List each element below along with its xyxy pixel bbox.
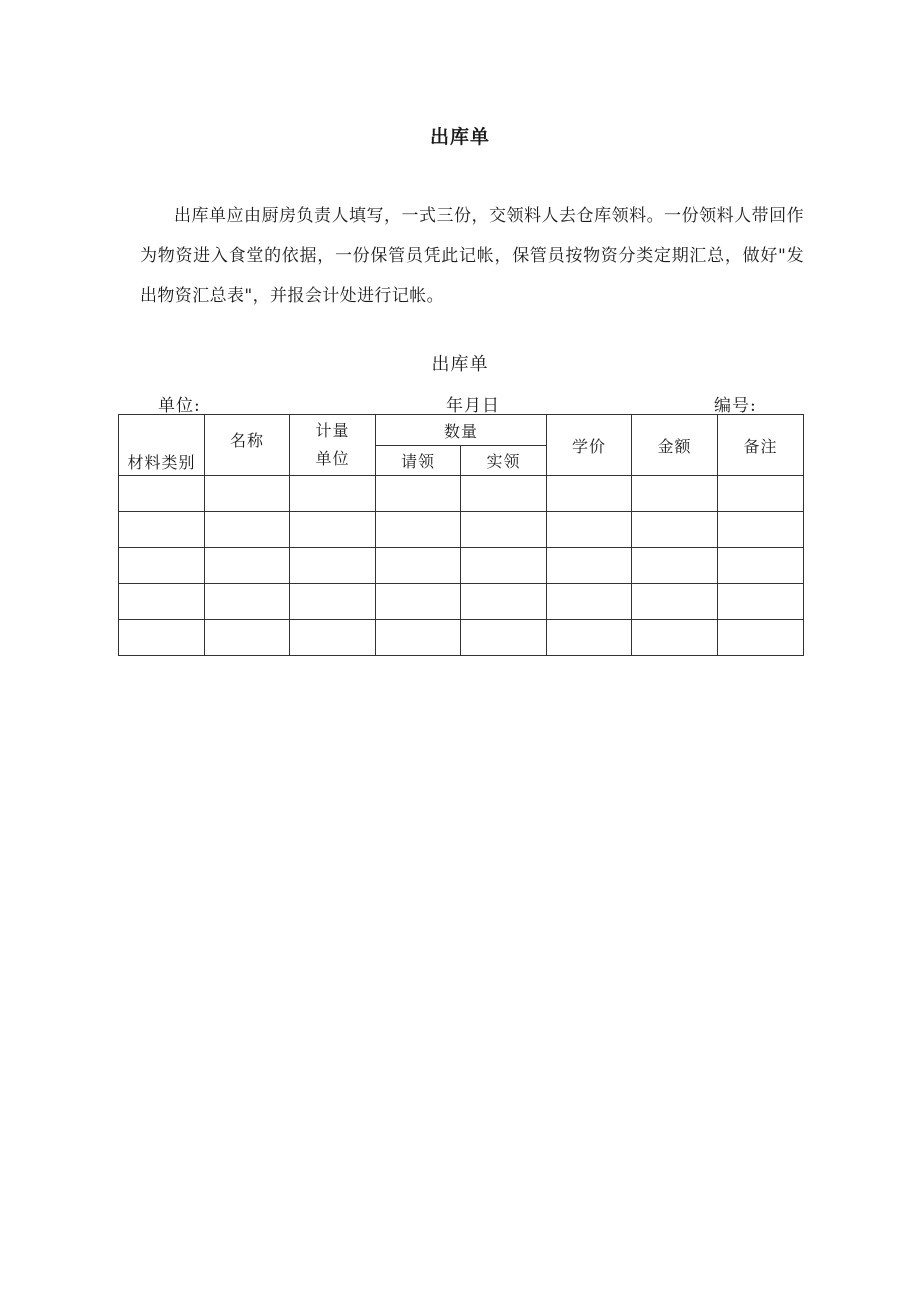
table-cell[interactable]	[376, 584, 461, 620]
table-cell[interactable]	[290, 620, 376, 656]
table-cell[interactable]	[461, 584, 547, 620]
table-row	[119, 620, 804, 656]
table-cell[interactable]	[718, 476, 804, 512]
table-cell[interactable]	[461, 512, 547, 548]
date-label: 年月日	[446, 396, 500, 416]
table-cell[interactable]	[205, 584, 290, 620]
outbound-form-table	[118, 414, 804, 656]
table-cell[interactable]	[461, 548, 547, 584]
header-measure-top: 计量	[315, 421, 350, 440]
table-cell[interactable]	[205, 476, 290, 512]
table-cell[interactable]	[119, 476, 205, 512]
table-cell[interactable]	[632, 476, 718, 512]
table-cell[interactable]	[718, 512, 804, 548]
page-title: 出库单	[429, 126, 490, 148]
table-cell[interactable]	[632, 584, 718, 620]
table-cell[interactable]	[205, 548, 290, 584]
table-cell[interactable]	[461, 620, 547, 656]
table-cell[interactable]	[119, 620, 205, 656]
header-quantity: 数量	[376, 415, 547, 446]
header-remarks: 备注	[718, 415, 804, 476]
table-cell[interactable]	[547, 476, 632, 512]
intro-paragraph: 出库单应由厨房负责人填写，一式三份，交领料人去仓库领料。一份领料人带回作为物资进入食堂的依据，一份保管员凭此记帐，保管员按物资分类定期汇总，做好"发出物资汇总表"，并报会计处进行记帐。	[140, 206, 804, 306]
form-title: 出库单	[431, 354, 489, 375]
table-cell[interactable]	[718, 620, 804, 656]
header-measure-bottom: 单位	[315, 449, 350, 468]
table-cell[interactable]	[376, 548, 461, 584]
table-cell[interactable]	[547, 512, 632, 548]
header-measure-unit	[290, 415, 376, 476]
header-row-1	[119, 415, 804, 446]
header-requested: 请领	[376, 446, 461, 476]
table-cell[interactable]	[376, 620, 461, 656]
table-cell[interactable]	[205, 620, 290, 656]
table-cell[interactable]	[461, 476, 547, 512]
table-cell[interactable]	[632, 512, 718, 548]
header-actual: 实领	[461, 446, 547, 476]
unit-label: 单位:	[158, 396, 201, 416]
header-amount: 金额	[632, 415, 718, 476]
table-row	[119, 512, 804, 548]
table-row	[119, 476, 804, 512]
table-row	[119, 584, 804, 620]
table-row	[119, 548, 804, 584]
table-cell[interactable]	[547, 548, 632, 584]
table-cell[interactable]	[290, 548, 376, 584]
header-price: 学价	[547, 415, 632, 476]
table-cell[interactable]	[290, 584, 376, 620]
table-cell[interactable]	[547, 620, 632, 656]
table-cell[interactable]	[718, 548, 804, 584]
table-cell[interactable]	[119, 584, 205, 620]
table-cell[interactable]	[290, 512, 376, 548]
header-category: 材料类别	[119, 415, 205, 476]
header-name	[205, 415, 290, 476]
table-cell[interactable]	[632, 548, 718, 584]
table-cell[interactable]	[547, 584, 632, 620]
table-cell[interactable]	[376, 512, 461, 548]
table-cell[interactable]	[376, 476, 461, 512]
table-cell[interactable]	[632, 620, 718, 656]
table-cell[interactable]	[119, 512, 205, 548]
table-cell[interactable]	[290, 476, 376, 512]
header-name-label: 名称	[229, 430, 264, 450]
table-cell[interactable]	[718, 584, 804, 620]
table-cell[interactable]	[119, 548, 205, 584]
number-label: 编号:	[714, 396, 757, 416]
table-cell[interactable]	[205, 512, 290, 548]
